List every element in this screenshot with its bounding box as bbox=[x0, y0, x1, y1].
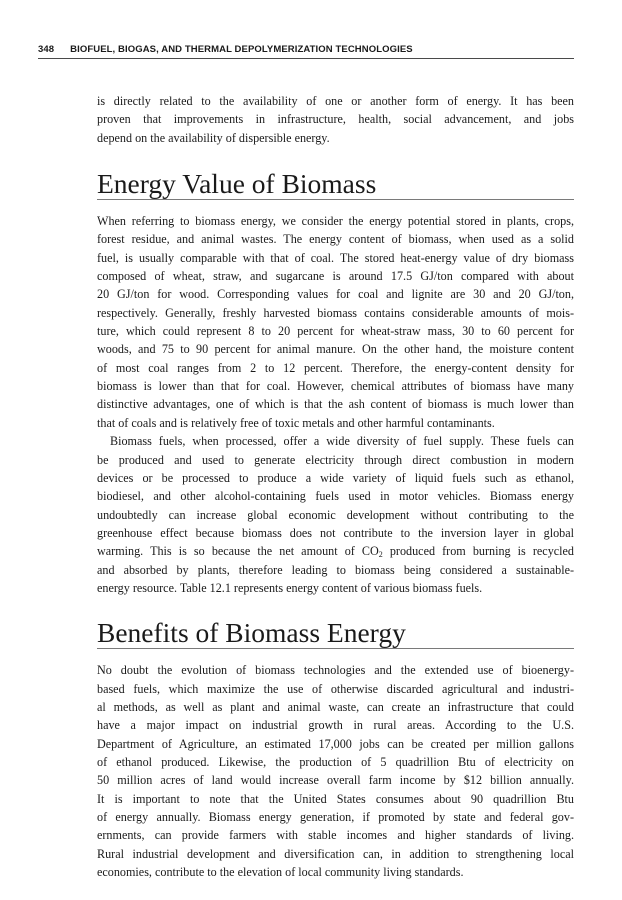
text-line: respectively. Generally, freshly harvested biomass contains considerable amounts of mois- bbox=[97, 305, 574, 320]
text-line: Department of Agriculture, an estimated 17,000 jobs can be created per million gallons bbox=[97, 736, 574, 751]
text-line: that of coals and is relatively free of toxic metals and other harmful contaminants. bbox=[97, 415, 495, 430]
text-line: have a major impact on industrial growth in rural areas. According to the U.S. bbox=[97, 718, 574, 733]
text-line: al methods, as well as plant and animal waste, can create an infrastructure that could bbox=[97, 699, 574, 714]
text-line: depend on the availability of dispersible energy. bbox=[97, 130, 330, 145]
intro-paragraph bbox=[97, 92, 574, 147]
section2-paragraph-1 bbox=[97, 661, 574, 881]
co2-line-start: warming. This is so because the net amount of CO bbox=[97, 544, 379, 559]
text-line: Biomass fuels, when processed, offer a wide diversity of fuel supply. These fuels can bbox=[110, 434, 574, 449]
co2-line-end: produced from burning is recycled bbox=[382, 544, 574, 559]
text-line: composed of wheat, straw, and sugarcane is around 17.5 GJ/ton compared with about bbox=[97, 269, 574, 284]
page-body bbox=[97, 92, 574, 881]
text-line: economies, contribute to the elevation of local community living standards. bbox=[97, 865, 464, 880]
section1-paragraph-1 bbox=[97, 212, 574, 432]
text-line: ernments, can provide farmers with stable incomes and higher standards of living. bbox=[97, 828, 574, 843]
section-heading-benefits: Benefits of Biomass Energy bbox=[97, 618, 574, 649]
text-line: It is important to note that the United States consumes about 90 quadrillion Btu bbox=[97, 791, 574, 806]
text-line: devices or be processed to produce a wide variety of liquid fuels such as ethanol, bbox=[97, 470, 574, 485]
section-heading-energy-value: Energy Value of Biomass bbox=[97, 169, 574, 200]
text-line: proven that improvements in infrastructure, health, social advancement, and jobs bbox=[97, 112, 574, 127]
section1-paragraph-2 bbox=[97, 432, 574, 597]
text-line: of ethanol produced. Likewise, the production of 5 quadrillion Btu of electricity on bbox=[97, 754, 574, 769]
text-line: and absorbed by plants, therefore leading to biomass being considered a sustainable- bbox=[97, 562, 574, 577]
text-line: When referring to biomass energy, we consider the energy potential stored in plants, crops, bbox=[97, 214, 574, 229]
text-line: 20 GJ/ton for wood. Corresponding values for coal and lignite are 30 and 20 GJ/ton, bbox=[97, 287, 574, 302]
text-line: distinctive advantages, one of which is that the ash content of biomass is much lower than bbox=[97, 397, 574, 412]
text-line: forest residue, and animal wastes. The energy content of biomass, when used as a solid bbox=[97, 232, 574, 247]
header-rule bbox=[38, 58, 574, 59]
running-title: BIOFUEL, BIOGAS, AND THERMAL DEPOLYMERIZATION TECHNOLOGIES bbox=[70, 44, 413, 55]
text-line: of energy annually. Biomass energy generation, if promoted by state and federal gov- bbox=[97, 810, 574, 824]
co2-subscript: 2 bbox=[378, 550, 383, 560]
running-header bbox=[38, 44, 574, 58]
text-line: biodiesel, and other alcohol-containing fuels used in motor vehicles. Biomass energy bbox=[97, 489, 574, 504]
text-line: undoubtedly can increase global economic development without contributing to the bbox=[97, 507, 574, 522]
text-line: Rural industrial development and diversification can, in addition to strengthening local bbox=[97, 846, 574, 861]
text-line: woods, and 75 to 90 percent for animal manure. On the other hand, the moisture content bbox=[97, 342, 574, 357]
text-line: fuel, is usually comparable with that of coal. The stored heat-energy value of dry biomass bbox=[97, 250, 574, 265]
text-line: be produced and used to generate electricity through direct combustion in modern bbox=[97, 452, 574, 467]
text-line-co2 bbox=[97, 542, 574, 560]
text-line: biomass is lower than that for coal. However, chemical attributes of biomass have many bbox=[97, 379, 574, 394]
page-number: 348 bbox=[38, 44, 55, 55]
text-line: energy resource. Table 12.1 represents energy content of various biomass fuels. bbox=[97, 580, 483, 595]
text-line: is directly related to the availability of one or another form of energy. It has been bbox=[97, 94, 574, 108]
text-line: 50 million acres of land would increase overall farm income by $12 billion annually. bbox=[97, 773, 574, 788]
text-line: ture, which could represent 8 to 20 percent for wheat-straw mass, 30 to 60 percent for bbox=[97, 324, 574, 339]
text-line: greenhouse effect because biomass does not contribute to the inversion layer in global bbox=[97, 525, 574, 540]
text-line: No doubt the evolution of biomass technologies and the extended use of bioenergy- bbox=[97, 663, 574, 678]
text-line: based fuels, which maximize the use of otherwise discarded agricultural and industri- bbox=[97, 681, 574, 696]
text-line: of most coal ranges from 2 to 12 percent. Therefore, the energy-content density for bbox=[97, 360, 574, 375]
